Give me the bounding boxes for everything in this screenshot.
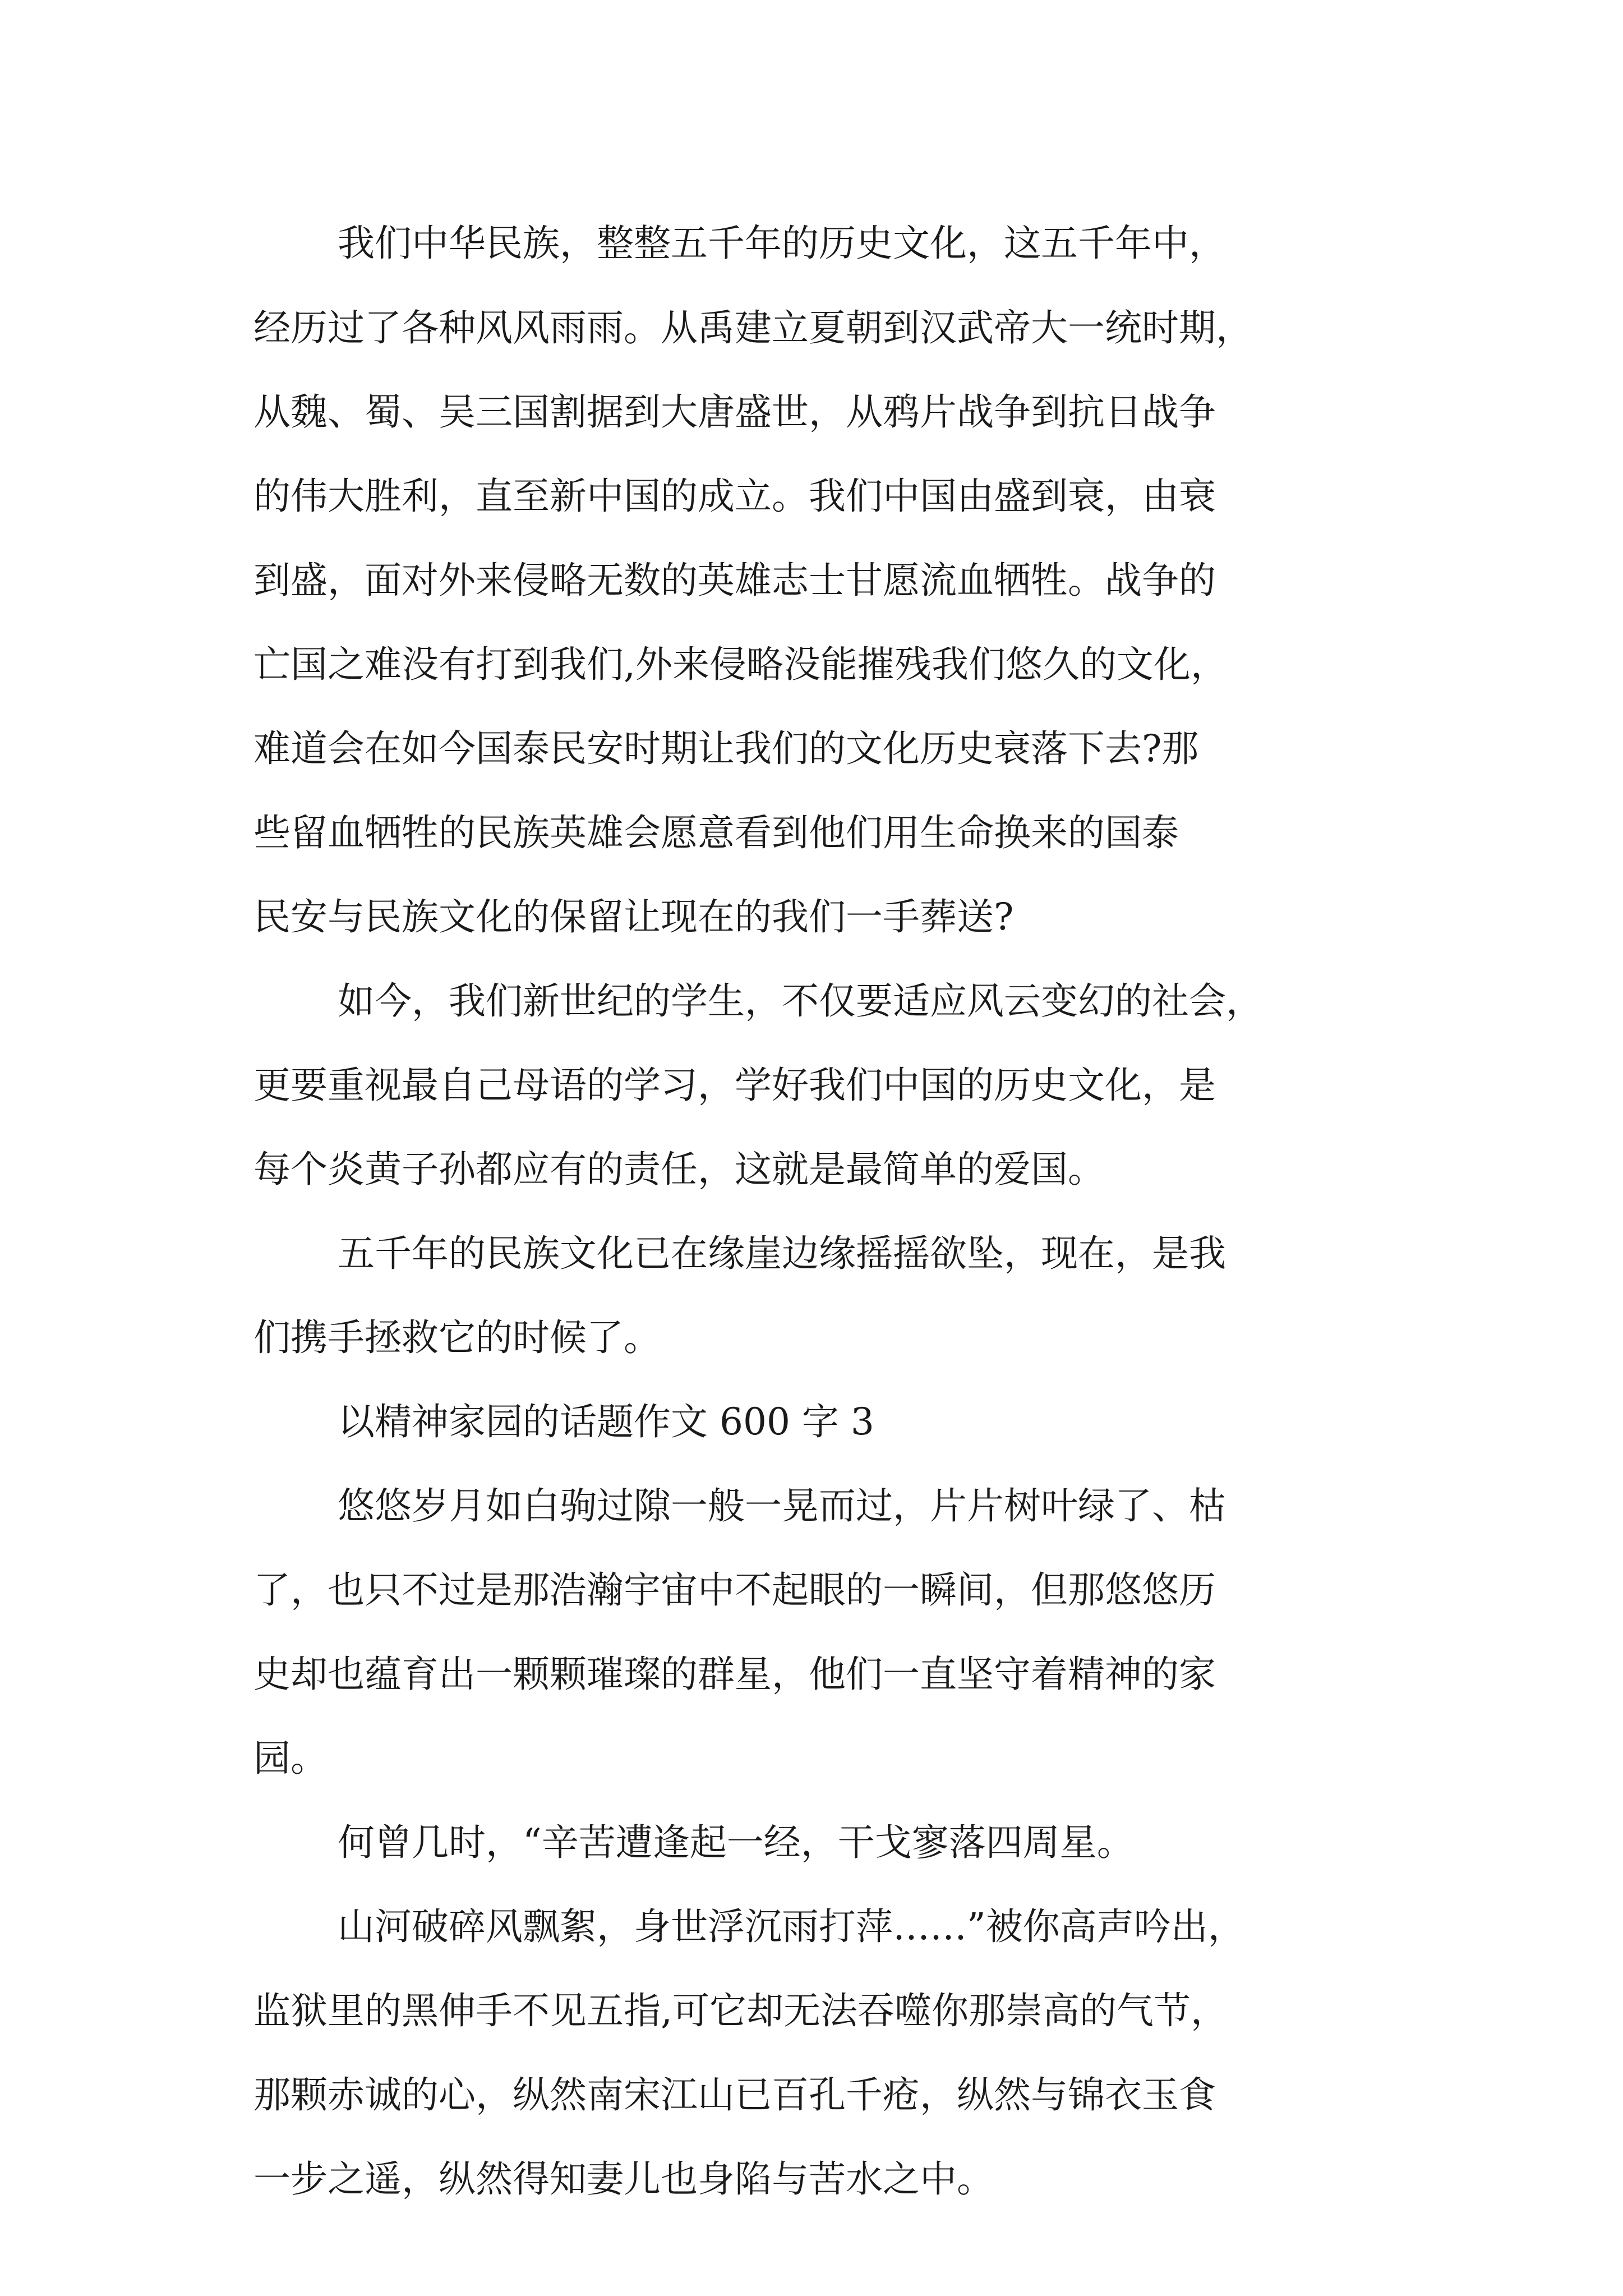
text-line: 我们中华民族，整整五千年的历史文化，这五千年中， <box>338 222 1226 265</box>
text-line: 何曾几时，“辛苦遭逢起一经，干戈寥落四周星。 <box>338 1821 1134 1864</box>
text-line: 到盛，面对外来侵略无数的英雄志士甘愿流血牺牲。战争的 <box>253 559 1216 602</box>
text-line: 如今，我们新世纪的学生，不仅要适应风云变幻的社会， <box>338 979 1263 1023</box>
text-line: 五千年的民族文化已在缘崖边缘摇摇欲坠，现在，是我 <box>338 1232 1226 1275</box>
text-line: 难道会在如今国泰民安时期让我们的文化历史衰落下去?那 <box>253 727 1199 770</box>
text-line: 亡国之难没有打到我们,外来侵略没能摧残我们悠久的文化， <box>253 643 1228 686</box>
text-line: 了，也只不过是那浩瀚宇宙中不起眼的一瞬间，但那悠悠历 <box>253 1568 1216 1612</box>
text-line: 园。 <box>253 1737 328 1780</box>
text-line: 山河破碎风飘絮，身世浮沉雨打萍……”被你高声吟出， <box>338 1905 1245 1948</box>
text-line: 些留血牺牲的民族英雄会愿意看到他们用生命换来的国泰 <box>253 811 1179 854</box>
text-line: 史却也蕴育出一颗颗璀璨的群星，他们一直坚守着精神的家 <box>253 1653 1216 1696</box>
text-line: 那颗赤诚的心，纵然南宋江山已百孔千疮，纵然与锦衣玉食 <box>253 2073 1216 2116</box>
text-line: 更要重视最自己母语的学习，学好我们中国的历史文化，是 <box>253 1064 1216 1107</box>
text-line: 的伟大胜利，直至新中国的成立。我们中国由盛到衰，由衰 <box>253 475 1216 518</box>
text-line: 经历过了各种风风雨雨。从禹建立夏朝到汉武帝大一统时期， <box>253 306 1253 349</box>
text-line: 们携手拯救它的时候了。 <box>253 1316 661 1359</box>
section-heading: 以精神家园的话题作文 600 字 3 <box>338 1400 874 1443</box>
text-line: 从魏、蜀、吴三国割据到大唐盛世，从鸦片战争到抗日战争 <box>253 390 1216 434</box>
text-line: 一步之遥，纵然得知妻儿也身陷与苦水之中。 <box>253 2157 994 2201</box>
text-line: 每个炎黄子孙都应有的责任，这就是最简单的爱国。 <box>253 1148 1105 1191</box>
text-line: 悠悠岁月如白驹过隙一般一晃而过，片片树叶绿了、枯 <box>338 1484 1226 1527</box>
text-line: 民安与民族文化的保留让现在的我们一手葬送? <box>253 895 1014 938</box>
text-line: 监狱里的黑伸手不见五指,可它却无法吞噬你那崇高的气节， <box>253 1989 1228 2032</box>
